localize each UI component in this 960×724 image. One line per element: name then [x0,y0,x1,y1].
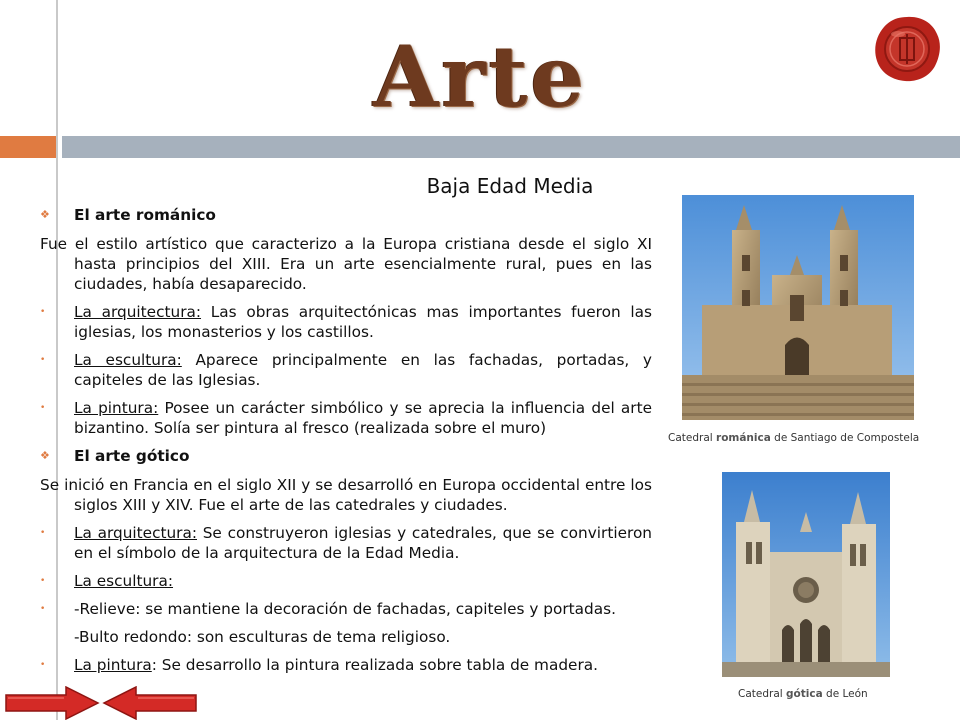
text-pintura: Posee un carácter simbólico y se aprecia la influencia del arte bizantino. Solía ser pintura al fresco (realizada sobre el muro) [74,399,652,437]
caption-highlight: gótica [786,688,823,700]
caption-text: de León [822,688,868,700]
label-escultura: La escultura: [74,572,174,590]
list-item-gotico-arquitectura [40,523,652,563]
text-relieve: -Relieve: se mantiene la decoración de fachadas, capiteles y portadas. [74,600,616,618]
bullet-icon: • [40,660,46,670]
content-body [40,205,652,675]
label-arquitectura: La arquitectura: [74,524,197,542]
text-escultura: Aparece principalmente en las fachadas, portadas, y capiteles de las Iglesias. [74,351,652,389]
photo-catedral-leon [722,472,890,677]
diamond-bullet-icon: ❖ [40,449,50,462]
arrow-left-icon[interactable] [102,686,198,724]
section-heading-gotico: El arte gótico [74,447,190,465]
caption-leon [738,688,868,700]
bullet-icon: • [40,576,46,586]
arrow-right-icon[interactable] [4,686,100,724]
slide-title: Arte [373,27,587,126]
paragraph-gotico-intro: Se inició en Francia en el siglo XII y se desarrolló en Europa occidental entre los siglos XIII y XIV. Fue el arte de las catedrales y ciudades. [40,476,652,514]
list-item-romanico [40,205,652,225]
caption-highlight: románica [716,432,771,444]
title-accent-bar [0,136,56,158]
caption-text: Catedral [738,688,787,700]
caption-text: de Santiago de Compostela [770,432,920,444]
title-divider-bar [62,136,960,158]
list-item-gotico-pintura [40,655,652,675]
diamond-bullet-icon: ❖ [40,208,50,221]
text-pintura: : Se desarrollo la pintura realizada sobre tabla de madera. [151,656,598,674]
label-escultura: La escultura: [74,351,182,369]
caption-santiago [668,432,919,444]
text-arquitectura: Las obras arquitectónicas mas importantes fueron las iglesias, los monasterios y los castillos. [74,303,652,341]
list-item-gotico [40,446,652,466]
bullet-icon: • [40,307,46,317]
bullet-icon: • [40,355,46,365]
section-heading-romanico: El arte románico [74,206,216,224]
list-item-romanico-pintura [40,398,652,438]
list-item-romanico-arquitectura [40,302,652,342]
bullet-icon: • [40,528,46,538]
label-pintura: La pintura: [74,399,159,417]
text-bulto: -Bulto redondo: son esculturas de tema religioso. [74,628,451,646]
label-arquitectura: La arquitectura: [74,303,202,321]
caption-text: Catedral [668,432,717,444]
text-arquitectura: Se construyeron iglesias y catedrales, que se convirtieron en el símbolo de la arquitectura de la Edad Media. [74,524,652,562]
list-item-romanico-escultura [40,350,652,390]
label-pintura: La pintura [74,656,152,674]
list-item-relieve [40,599,652,619]
wax-seal-icon [872,14,942,84]
list-item-gotico-escultura [40,571,652,591]
bullet-icon: • [40,403,46,413]
bullet-icon: • [40,604,46,614]
paragraph-romanico-intro: Fue el estilo artístico que caracterizo a la Europa cristiana desde el siglo XI hasta principios del XIII. Era un arte esencialmente rural, pues en las ciudades, había desaparecido. [40,235,652,293]
photo-catedral-santiago [682,195,914,420]
text-bulto-redondo [40,627,652,647]
slide-subtitle: Baja Edad Media [426,174,594,198]
